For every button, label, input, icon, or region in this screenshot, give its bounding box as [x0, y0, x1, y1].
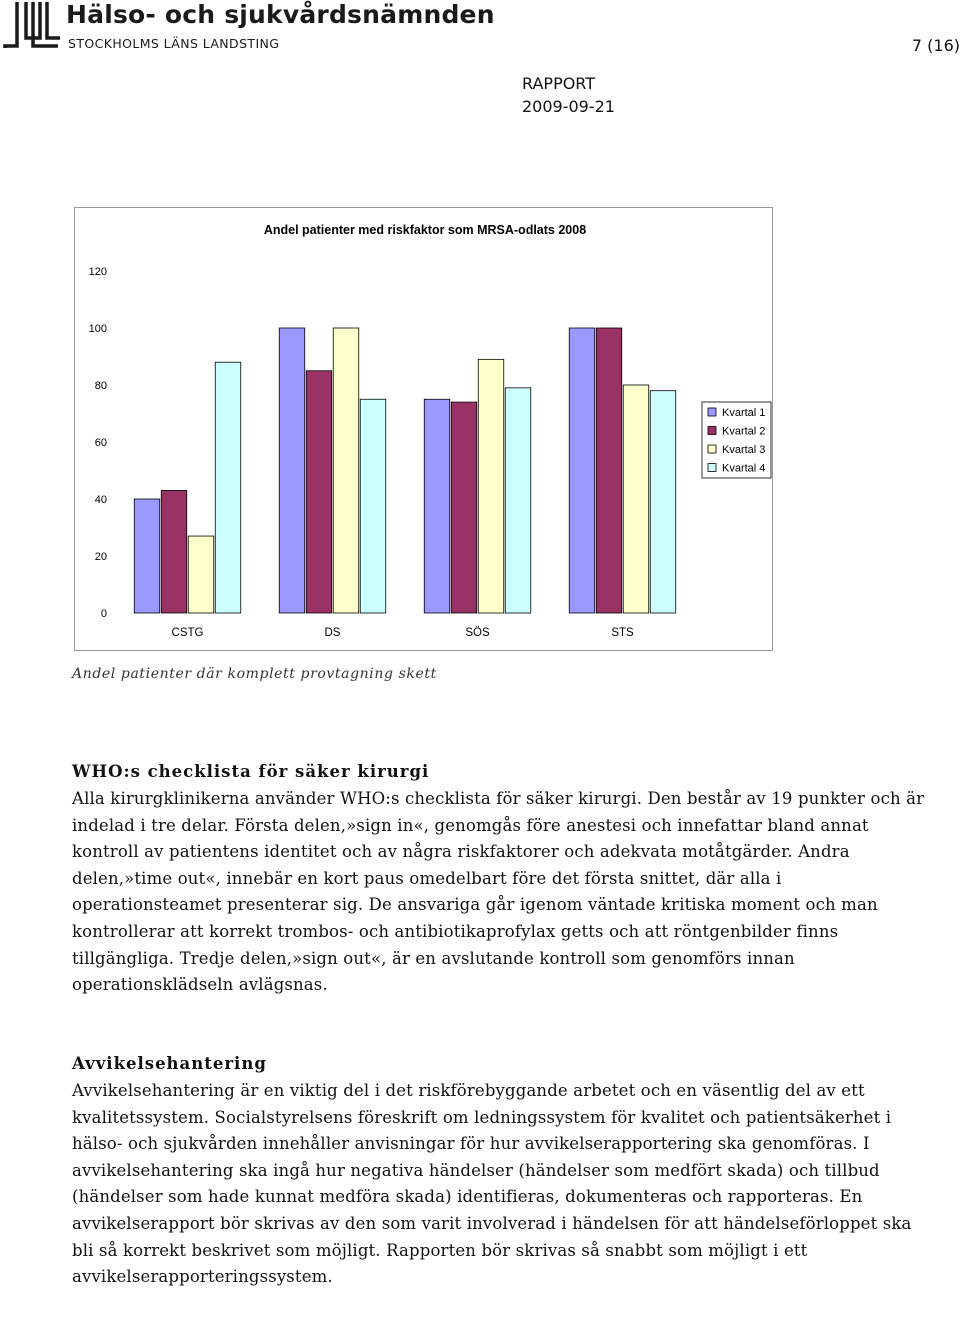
avvikelse-section: [72, 1050, 928, 1291]
bar: [424, 399, 450, 613]
bar-chart: [74, 207, 773, 651]
bar: [451, 402, 477, 613]
bar: [596, 328, 622, 613]
legend-swatch: [708, 408, 716, 416]
y-tick-label: 20: [94, 551, 107, 563]
bar: [569, 328, 595, 613]
who-checklist-section: [72, 758, 928, 999]
legend-label: Kvartal 4: [722, 462, 766, 475]
y-tick-label: 0: [100, 608, 107, 620]
bar: [505, 388, 531, 613]
bar: [623, 385, 649, 613]
organization-name: Hälso- och sjukvårdsnämnden: [66, 0, 495, 29]
bar: [333, 328, 359, 613]
legend-label: Kvartal 3: [722, 444, 766, 456]
chart-caption: Andel patienter där komplett provtagning skett: [72, 666, 437, 682]
document-type: RAPPORT: [522, 74, 596, 93]
y-tick-label: 60: [94, 437, 107, 449]
bar: [650, 391, 676, 613]
category-label: SÖS: [465, 627, 490, 639]
legend-label: Kvartal 2: [722, 425, 766, 438]
sll-logo-icon: [2, 2, 62, 52]
bar: [134, 499, 160, 613]
chart-canvas: [75, 208, 772, 650]
y-tick-label: 120: [88, 266, 107, 278]
who-section-heading: WHO:s checklista för säker kirurgi: [72, 762, 430, 781]
bar: [360, 399, 386, 613]
y-tick-label: 100: [88, 323, 107, 335]
category-label: CSTG: [171, 627, 204, 639]
y-tick-label: 80: [94, 380, 107, 392]
legend-label: Kvartal 1: [722, 407, 766, 419]
document-date: 2009-09-21: [522, 97, 615, 116]
chart-title: Andel patienter med riskfaktor som MRSA-odlats 2008: [263, 223, 587, 237]
who-section-text: Alla kirurgklinikerna använder WHO:s checklista för säker kirurgi. Den består av 19 punkter och är indelad i tre delar. Första delen,»sign in«, genomgås före anestesi och innefattar bland annat kontroll av patientens identitet och av några riskfaktorer och adekvata motåtgärder. Andra delen,»time out«, innebär en kort paus omedelbart före det första snittet, där alla i operationsteamet presenterar sig. De ansvariga går igenom väntade kritiska moment och man kontrollerar att korrekt trombos- och antibiotikaprofylax getts och att röntgenbilder finns tillgängliga. Tredje delen,»sign out«, är en avslutande kontroll som genomförs innan operationsklädseln avlägsnas.: [72, 789, 925, 995]
category-label: STS: [611, 627, 634, 639]
category-label: DS: [324, 627, 341, 639]
legend-swatch: [708, 445, 716, 453]
legend-swatch: [708, 427, 716, 435]
y-tick-label: 40: [94, 494, 107, 506]
organization-subtitle: STOCKHOLMS LÄNS LANDSTING: [68, 36, 280, 51]
bar: [215, 362, 241, 613]
page-number: 7 (16): [911, 36, 960, 55]
legend-swatch: [708, 464, 716, 472]
bar: [161, 490, 187, 613]
avvikelse-section-heading: Avvikelsehantering: [72, 1054, 267, 1073]
bar: [306, 371, 332, 613]
page-header: [0, 0, 960, 60]
avvikelse-section-text: Avvikelsehantering är en viktig del i det riskförebyggande arbetet och en väsentlig del av ett kvalitetssystem. Socialstyrelsens föreskrift om ledningssystem för kvalitet och patientsäkerhet i hälso- och sjukvården innehåller anvisningar för hur avvikelserapportering ska genomföras. I avvikelsehantering ska ingå hur negativa händelser (händelser som medfört skada) och tillbud (händelser som hade kunnat medföra skada) identifieras, dokumenteras och rapporteras. En avvikelserapport bör skrivas av den som varit involverad i händelsen för att händelseförloppet ska bli så korrekt beskrivet som möjligt. Rapporten bör skrivas så snabbt som möjligt i ett avvikelserapporteringssystem.: [72, 1081, 912, 1287]
bar: [188, 536, 214, 613]
bar: [279, 328, 305, 613]
bar: [478, 359, 504, 613]
